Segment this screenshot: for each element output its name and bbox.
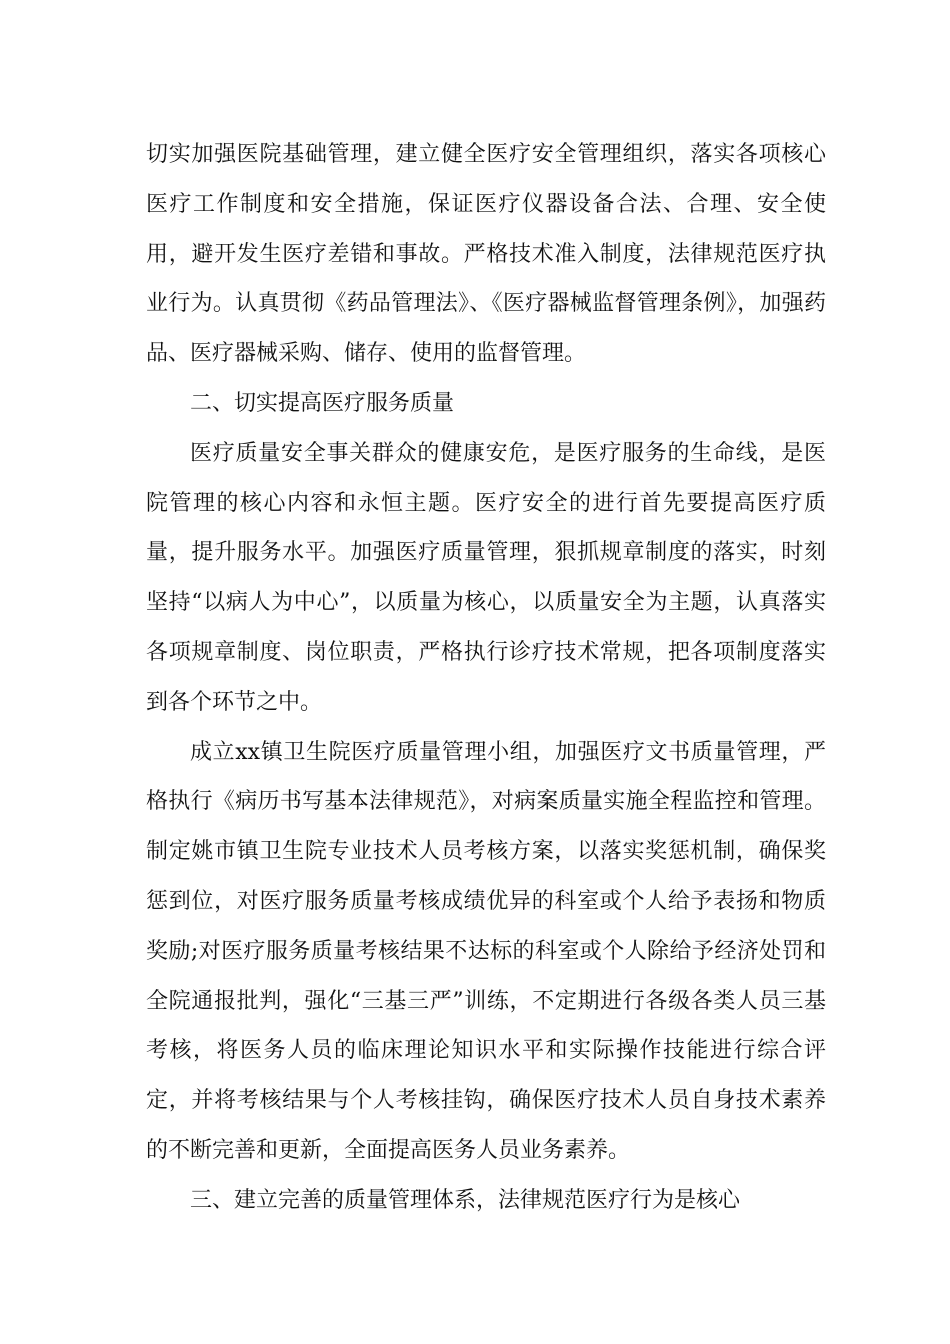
document-body xyxy=(146,130,826,1226)
section-heading-3: 三、建立完善的质量管理体系，法律规范医疗行为是核心 xyxy=(190,1187,741,1213)
paragraph-quality-team: 成立xx镇卫生院医疗质量管理小组，加强医疗文书质量管理，严格执行《病历书写基本法律规范》，对病案质量实施全程监控和管理。制定姚市镇卫生院专业技术人员考核方案，以落实奖惩机制，确保奖惩到位，对医疗服务质量考核成绩优异的科室或个人给予表扬和物质奖励;对医疗服务质量考核结果不达标的科室或个人除给予经济处罚和全院通报批判，强化“三基三严”训练，不定期进行各级各类人员三基考核，将医务人员的临床理论知识水平和实际操作技能进行综合评定，并将考核结果与个人考核挂钩，确保医疗技术人员自身技术素养的不断完善和更新，全面提高医务人员业务素养。 xyxy=(146,739,826,1163)
paragraph-quality-safety: 医疗质量安全事关群众的健康安危，是医疗服务的生命线，是医院管理的核心内容和永恒主题。医疗安全的进行首先要提高医疗质量，提升服务水平。加强医疗质量管理，狠抓规章制度的落实，时刻坚持“以病人为中心”，以质量为核心，以质量安全为主题，认真落实各项规章制度、岗位职责，严格执行诊疗技术常规，把各项制度落实到各个环节之中。 xyxy=(146,440,826,715)
paragraph-basic-management: 切实加强医院基础管理，建立健全医疗安全管理组织，落实各项核心医疗工作制度和安全措施，保证医疗仪器设备合法、合理、安全使用，避开发生医疗差错和事故。严格技术准入制度，法律规范医疗执业行为。认真贯彻《药品管理法》、《医疗器械监督管理条例》，加强药品、医疗器械采购、储存、使用的监督管理。 xyxy=(146,142,826,367)
section-heading-2: 二、切实提高医疗服务质量 xyxy=(190,390,455,416)
